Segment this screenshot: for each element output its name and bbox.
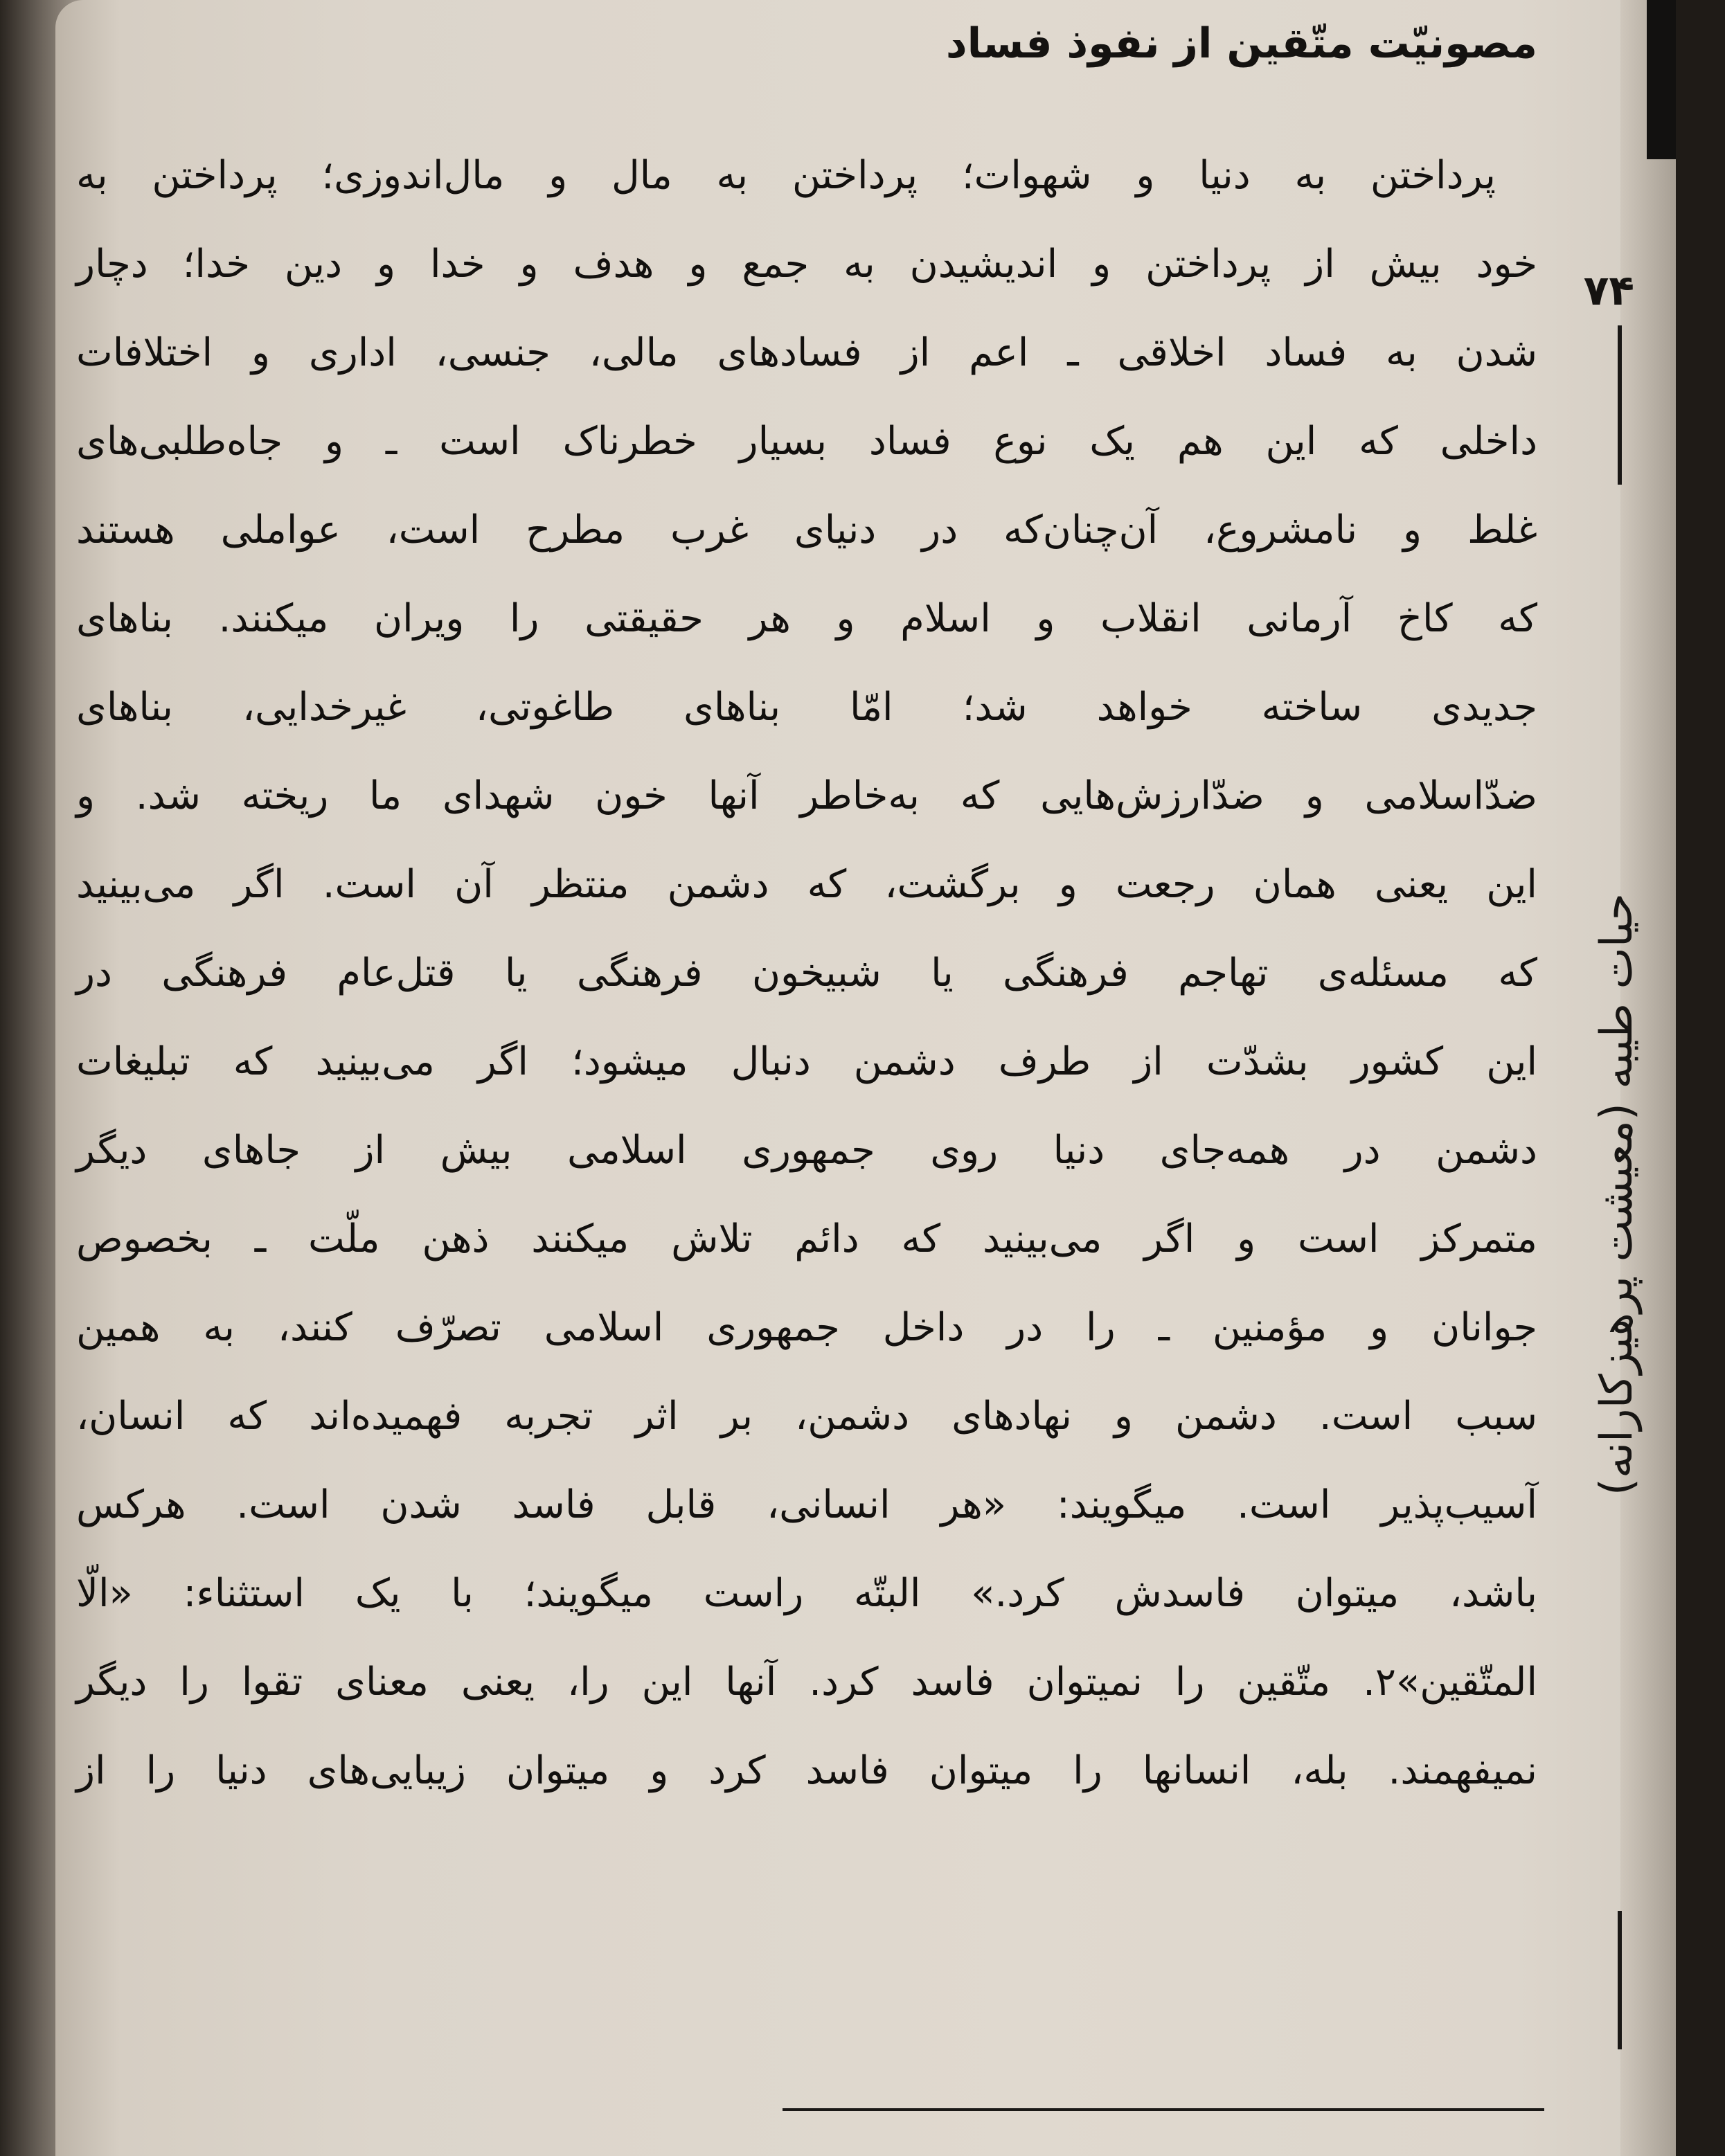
running-head-text: حیات طیبه (معیشت پرهیزکارانه) bbox=[1591, 892, 1643, 1496]
footnote-rule bbox=[783, 2108, 1544, 2111]
text-line: خود بیش از پرداختن و اندیشیدن به جمع و هدف و خدا و دین خدا؛ دچار bbox=[76, 242, 1537, 287]
text-line: غلط و نامشروع، آن‌چنان‌که در دنیای غرب مطرح است، عواملی هستند bbox=[76, 507, 1537, 553]
text-line: که کاخ آرمانی انقلاب و اسلام و هر حقیقتی را ویران میکنند. بناهای bbox=[76, 596, 1537, 641]
running-head bbox=[1565, 485, 1669, 1904]
text-line: جوانان و مؤمنین ـ را در داخل جمهوری اسلامی تصرّف کنند، به همین bbox=[76, 1305, 1537, 1350]
text-line: پرداختن به دنیا و شهوات؛ پرداختن به مال و مال‌اندوزی؛ پرداختن به bbox=[76, 153, 1496, 198]
text-line: این یعنی همان رجعت و برگشت، که دشمن منتظر آن است. اگر می‌بینید bbox=[76, 862, 1537, 907]
body-text bbox=[76, 132, 1537, 1815]
side-rule-top bbox=[1618, 325, 1622, 485]
text-line: متمرکز است و اگر می‌بینید که دائم تلاش میکنند ذهن ملّت ـ بخصوص bbox=[76, 1216, 1537, 1261]
text-line: المتّقین»۲. متّقین را نمیتوان فاسد کرد. آنها این را، یعنی معنای تقوا را دیگر bbox=[76, 1660, 1537, 1705]
text-line: جدیدی ساخته خواهد شد؛ امّا بناهای طاغوتی، غیرخدایی، بناهای bbox=[76, 685, 1537, 730]
text-line: آسیب‌پذیر است. میگویند: «هر انسانی، قابل فاسد شدن است. هرکس bbox=[76, 1482, 1537, 1527]
text-line: نمیفهمند. بله، انسانها را میتوان فاسد کرد و میتوان زیبایی‌های دنیا را از bbox=[76, 1748, 1537, 1793]
text-line: داخلی که این هم یک نوع فساد بسیار خطرناک است ـ و جاه‌طلبی‌های bbox=[76, 419, 1537, 464]
text-line: سبب است. دشمن و نهادهای دشمن، بر اثر تجربه فهمیده‌اند که انسان، bbox=[76, 1394, 1537, 1439]
book-page bbox=[55, 0, 1676, 2156]
text-line: دشمن در همه‌جای دنیا روی جمهوری اسلامی بیش از جاهای دیگر bbox=[76, 1128, 1537, 1173]
page-number: ۷۴ bbox=[1583, 267, 1634, 315]
text-line: ضدّاسلامی و ضدّارزش‌هایی که به‌خاطر آنها خون شهدای ما ریخته شد. و bbox=[76, 773, 1537, 818]
text-line: که مسئله‌ی تهاجم فرهنگی یا شبیخون فرهنگی یا قتل‌عام فرهنگی در bbox=[76, 951, 1537, 996]
text-line: این کشور بشدّت از طرف دشمن دنبال میشود؛ اگر می‌بینید که تبلیغات bbox=[76, 1039, 1537, 1084]
top-corner-bar bbox=[1647, 0, 1676, 159]
text-line: شدن به فساد اخلاقی ـ اعم از فسادهای مالی، جنسی، اداری و اختلافات bbox=[76, 330, 1537, 375]
side-rule-bottom bbox=[1618, 1911, 1622, 2049]
page-title: مصونیّت متّقین از نفوذ فساد bbox=[945, 19, 1537, 68]
text-line: باشد، میتوان فاسدش کرد.» البتّه راست میگویند؛ با یک استثناء: «الّا bbox=[76, 1571, 1537, 1616]
